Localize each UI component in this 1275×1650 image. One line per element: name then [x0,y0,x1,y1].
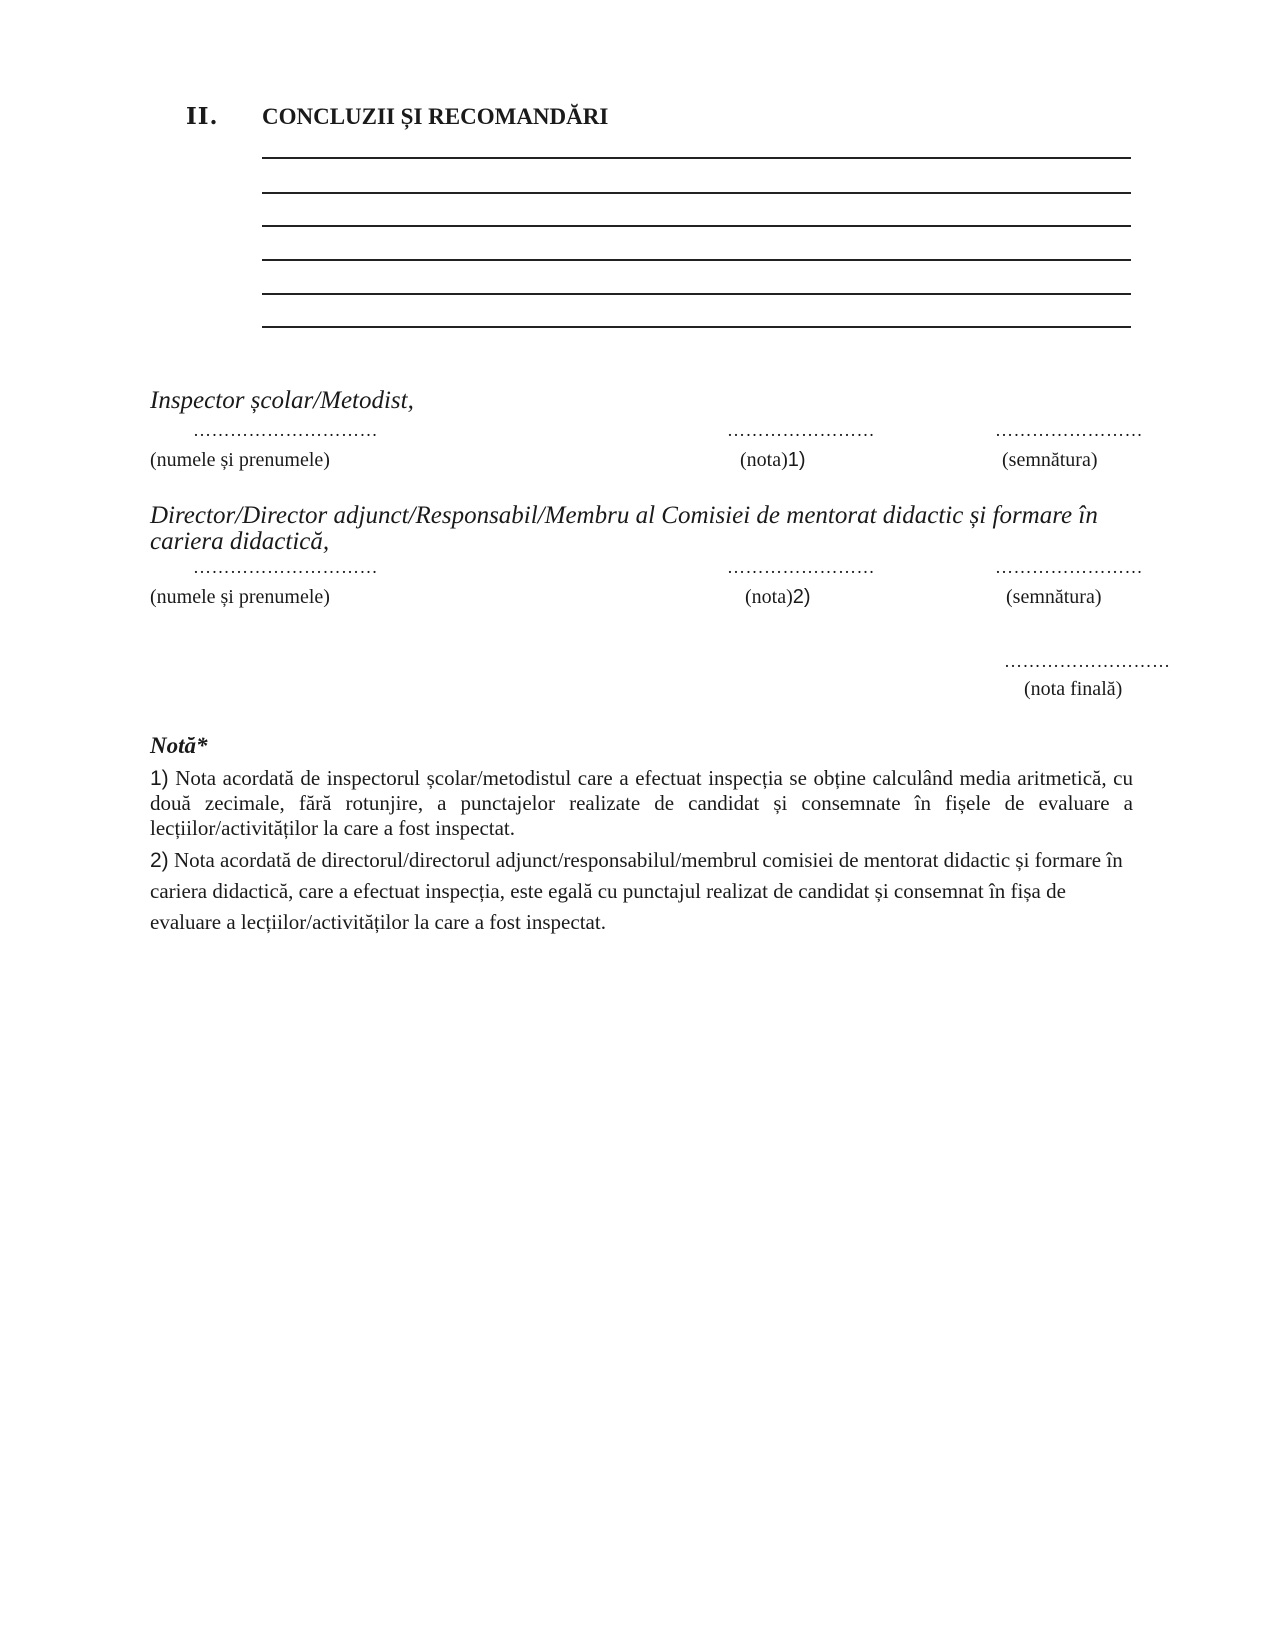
section-title: CONCLUZII ȘI RECOMANDĂRI [262,104,609,129]
write-line [262,192,1131,194]
write-line [262,293,1131,295]
director-name-dots: ………………………… [193,557,378,577]
write-line [262,326,1131,328]
final-grade-dots: ……………………… [1004,651,1171,671]
footnote-1-marker: 1) [150,767,169,790]
inspector-grade-caption-text: (nota) [740,449,788,471]
notes-heading: Notă* [150,733,208,758]
footnote-1-text: Nota acordată de inspectorul școlar/metodistul care a efectuat inspecția se obține calculând media aritmetică, cu două zecimale, fără rotunjire, a punctajelor realizate de candidat și consemnate în fișele de evaluare a lecțiilor/activităților la care a fost inspectat. [150,766,1133,840]
footnote-2 [150,845,1133,938]
director-signature-dots: …………………… [995,557,1143,577]
inspector-role-label: Inspector școlar/Metodist, [150,387,414,414]
write-line [262,225,1131,227]
inspector-signature-dots: …………………… [995,420,1143,440]
footnote-2-text: Nota acordată de directorul/directorul adjunct/responsabilul/membrul comisiei de mentorat didactic și formare în cariera didactică, care a efectuat inspecția, este egală cu punctajul realizat de candidat și consemnat în fișa de evaluare a lecțiilor/activităților la care a fost inspectat. [150,848,1123,934]
director-grade-caption-text: (nota) [745,586,793,608]
inspector-signature-caption: (semnătura) [1002,449,1098,471]
director-grade-dots: …………………… [727,557,875,577]
footnote-1 [150,766,1133,841]
inspector-grade-footnote-ref: 1) [787,449,806,471]
inspector-name-caption: (numele și prenumele) [150,449,330,471]
section-number: II. [186,103,219,130]
director-grade-caption [745,586,811,609]
inspector-grade-dots: …………………… [727,420,875,440]
director-signature-caption: (semnătura) [1006,586,1102,608]
director-grade-footnote-ref: 2) [792,586,811,608]
write-line [262,157,1131,159]
final-grade-caption: (nota finală) [1024,678,1123,700]
director-name-caption: (numele și prenumele) [150,586,330,608]
write-line [262,259,1131,261]
footnote-2-marker: 2) [150,849,169,872]
inspector-grade-caption [740,449,806,472]
inspector-name-dots: ………………………… [193,420,378,440]
director-role-label: Director/Director adjunct/Responsabil/Membru al Comisiei de mentorat didactic și formare în cariera didactică, [150,502,1098,555]
